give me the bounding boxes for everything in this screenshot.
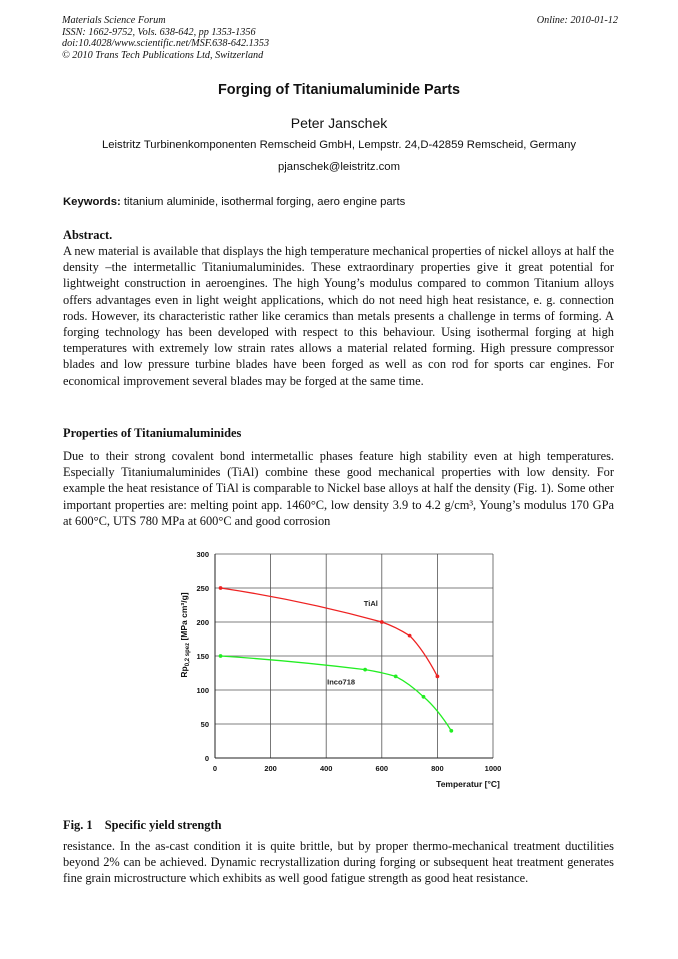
data-point-inco718 (422, 695, 426, 699)
issn-line: ISSN: 1662-9752, Vols. 638-642, pp 1353-1356 (62, 26, 256, 38)
x-axis-label: Temperatur [°C] (436, 779, 500, 789)
figure-1 (155, 543, 521, 793)
data-point-inco718 (363, 668, 367, 672)
journal-header (62, 15, 618, 61)
yield-strength-chart (155, 543, 521, 793)
data-point-tial (219, 586, 223, 590)
journal-name: Materials Science Forum (62, 15, 166, 26)
x-tick-label: 200 (264, 764, 277, 773)
data-point-inco718 (219, 654, 223, 658)
figure-caption (63, 818, 222, 833)
section-text: Due to their strong covalent bond intermetallic phases feature high stability even at high temperatures. Especially Titaniumaluminides (TiAl) combine these good mechanical properties with low density. For example the heat resistance of TiAl is comparable to Nickel base alloys at half the density (Fig. 1). Some other important properties are: melting point app. 1460°C, low density 3.9 to 4.2 g/cm³, Young’s modulus 170 GPa at 600°C, UTS 780 MPa at 600°C and good corrosion (63, 449, 614, 528)
y-axis-label: $Rp_{0,2 spez}$ [MPa cm³/g] (179, 592, 191, 678)
keywords-text: titanium aluminide, isothermal forging, aero engine parts (123, 196, 406, 208)
author-name: Peter Janschek (290, 115, 388, 131)
continuation-text: resistance. In the as-cast condition it is quite brittle, but by proper thermo-mechanical treatment ductilities beyond 2% can be achieved. Dynamic recrystallization during forging or subsequent heat treatment generates fine grain microstructure which exhibits as well good fatigue strength as good heat resistance. (63, 839, 614, 886)
series-label-inco718: Inco718 (327, 677, 356, 687)
y-tick-label: 100 (196, 686, 209, 695)
figure-caption-number: Fig. 1 (63, 818, 93, 832)
data-point-tial (408, 634, 412, 638)
abstract-text: A new material is available that displays the high temperature mechanical properties of nickel alloys at half the density –the intermetallic Titaniumaluminides. These extraordinary properties give it great potential for lightweight construction in aeroengines. The high Young’s modulus compared to common Titanium alloys offers advantages even in light weight applications, which do not need high heat resistance, e. g. connection rods. However, its characteristic rather like ceramics than metals presents a challenge in terms of forming. A forging technology has been developed with respect to this behaviour. Using isothermal forging at high temperatures with extremely low strain rates allows a material related forming. High pressure compressor blades and low pressure turbine blades have been forged as well as con rod for sports car engines. For economical improvement several blades may be forged at the same time. (63, 244, 614, 388)
x-tick-label: 1000 (484, 764, 502, 773)
y-tick-label: 0 (204, 754, 209, 763)
data-point-inco718 (394, 675, 398, 679)
chart-background (155, 543, 521, 793)
keywords (63, 196, 615, 208)
author-email: pjanschek@leistritz.com (278, 161, 400, 173)
affiliation: Leistritz Turbinenkomponenten Remscheid GmbH, Lempstr. 24,D-42859 Remscheid, Germany (101, 139, 577, 151)
figure-caption-text: Specific yield strength (104, 818, 222, 832)
y-tick-label: 250 (196, 584, 209, 593)
y-tick-label: 150 (196, 652, 209, 661)
x-tick-label: 600 (375, 764, 389, 773)
x-tick-label: 400 (319, 764, 333, 773)
y-tick-label: 300 (196, 550, 209, 559)
doi-line: doi:10.4028/www.scientific.net/MSF.638-642.1353 (62, 38, 270, 50)
data-point-tial (436, 675, 440, 679)
section-heading: Properties of Titaniumaluminides (63, 426, 242, 440)
data-point-tial (380, 620, 384, 624)
x-tick-label: 0 (212, 764, 218, 773)
x-tick-label: 800 (431, 764, 444, 773)
keywords-label: Keywords: (63, 196, 121, 208)
y-tick-label: 200 (196, 618, 209, 627)
paper-title: Forging of Titaniumaluminide Parts (218, 82, 460, 98)
y-tick-label: 50 (200, 720, 209, 729)
data-point-inco718 (449, 729, 453, 733)
copyright-line: © 2010 Trans Tech Publications Ltd, Switzerland (62, 49, 264, 61)
series-label-tial: TiAl (363, 599, 378, 608)
abstract-heading: Abstract. (63, 228, 113, 242)
online-date: Online: 2010-01-12 (536, 15, 618, 26)
